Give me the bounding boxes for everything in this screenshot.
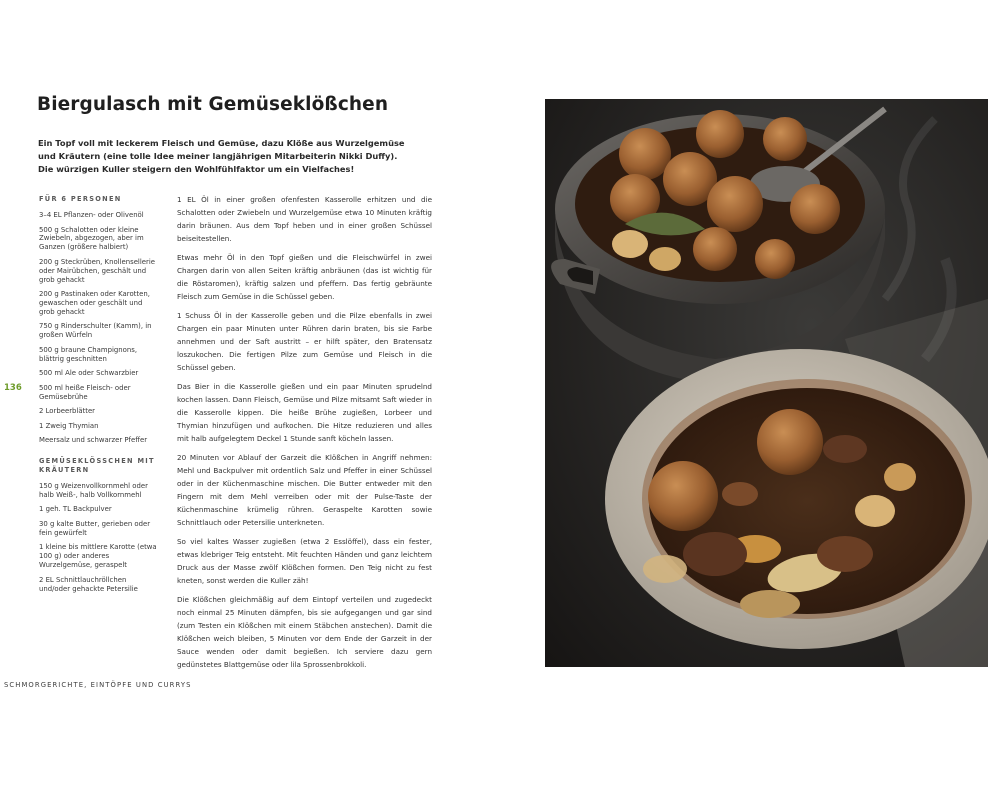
method-step: 20 Minuten vor Ablauf der Garzeit die Klößchen in Angriff nehmen: Mehl und Backpulver mit ordentlich Salz und Pfeffer in einer Schüssel oder in der Küchenmaschine mischen. Die Butter entweder mit den Fingern mit dem Mehl verreiben oder mit der Pulse-Taste der Küchenmaschine krümelig rühren. Geraspelte Karotten sowie Schnittlauch oder Petersilie unterkneten. <box>177 452 432 528</box>
dumpling-ingredient-item: 1 kleine bis mittlere Karotte (etwa 100 g) oder anderes Wurzelgemüse, geraspelt <box>39 543 157 570</box>
ingredient-item: 750 g Rinderschulter (Kamm), in großen Würfeln <box>39 322 152 340</box>
ingredient-item: 200 g Steckrüben, Knollensellerie oder Mairübchen, geschält und grob gehackt <box>39 257 155 284</box>
ingredients-list <box>39 195 159 599</box>
recipe-intro <box>38 137 405 176</box>
recipe-title: Biergulasch mit Gemüseklößchen <box>37 94 389 115</box>
method-step: 1 EL Öl in einer großen ofenfesten Kasserolle erhitzen und die Schalotten oder Zwiebeln und Wurzelgemüse etwa 10 Minuten kräftig darin bräunen. Aus dem Topf heben und in einer großen Schüssel beiseitestellen. <box>177 195 432 244</box>
method-text <box>177 193 432 677</box>
dumpling-ingredient-item: 150 g Weizenvollkornmehl oder halb Weiß-, halb Vollkornmehl <box>39 482 148 499</box>
ingredient-item: 2 Lorbeerblätter <box>39 407 96 416</box>
ingredient-item: 1 Zweig Thymian <box>39 421 99 430</box>
method-step: 1 Schuss Öl in der Kasserolle geben und die Pilze ebenfalls in zwei Chargen ein paar Minuten unter Rühren darin braten, bis sie Farbe annehmen und der Saft austritt – er hilft später, den Bratensatz loszukochen. Die fertigen Pilze zum Gemüse und Fleisch in die Schüssel geben. <box>177 310 432 373</box>
chapter-footer: SCHMORGERICHTE, EINTÖPFE UND CURRYS <box>4 681 192 689</box>
intro-line: Die würzigen Kuller steigern den Wohlfühlfaktor um ein Vielfaches! <box>38 164 355 174</box>
dumpling-ingredient-item: 2 EL Schnittlauchröllchen und/oder gehackte Petersilie <box>39 575 138 593</box>
ingredient-item: 200 g Pastinaken oder Karotten, gewaschen oder geschält und grob gehackt <box>39 290 150 316</box>
intro-line: und Kräutern (eine tolle Idee meiner langjährigen Mitarbeiterin Nikki Duffy). <box>38 151 398 161</box>
ingredient-item: 500 ml heiße Fleisch- oder Gemüsebrühe <box>39 383 131 401</box>
dish-photo <box>545 99 988 667</box>
method-step: So viel kaltes Wasser zugießen (etwa 2 Esslöffel), dass ein fester, etwas klebriger Teig entsteht. Mit feuchten Händen und ganz leichtem Druck aus der Masse zwölf Klößchen formen. Den Teig nicht zu fest kneten, sonst werden die Kuller zäh! <box>177 536 432 586</box>
stew-illustration <box>545 99 988 667</box>
method-step: Die Klößchen gleichmäßig auf dem Eintopf verteilen und zugedeckt noch einmal 25 Minuten dämpfen, bis sie aufgegangen und gar sind (zum Testen ein Klößchen mit einem Stäbchen anstechen). Damit die Klößchen weich bleiben, 5 Minuten vor dem Ende der Garzeit in der Sauce wenden oder damit begießen. Ich serviere dazu gern gedünstetes Blattgemüse oder lila Sprossenbrokkoli. <box>177 594 432 670</box>
ingredient-item: 500 g braune Champignons, blättrig geschnitten <box>39 345 138 363</box>
ingredient-item: 3–4 EL Pflanzen- oder Olivenöl <box>39 211 144 219</box>
dumplings-heading: GEMÜSEKLÖSSCHEN MIT KRÄUTERN <box>39 457 155 475</box>
method-step: Etwas mehr Öl in den Topf gießen und die Fleischwürfel in zwei Chargen darin von allen Seiten kräftig anbräunen (das ist wichtig für die Röstaromen), kräftig salzen und pfeffern. Das fertig gebräunte Fleisch zum Gemüse in die Schüssel geben. <box>177 252 432 302</box>
method-step: Das Bier in die Kasserolle gießen und ein paar Minuten sprudelnd kochen lassen. Dann Fleisch, Gemüse und Pilze mitsamt Saft wieder in die Kasserolle kippen. Die heiße Brühe zugießen, Lorbeer und Thymian hinzufügen und aufkochen. Die Hitze reduzieren und alles mit halb aufgelegtem Deckel 1 Stunde sanft köcheln lassen. <box>177 381 432 444</box>
dumpling-ingredient-item: 30 g kalte Butter, gerieben oder fein gewürfelt <box>39 519 151 537</box>
dumpling-ingredient-item: 1 geh. TL Backpulver <box>39 505 112 514</box>
ingredient-item: Meersalz und schwarzer Pfeffer <box>39 436 148 445</box>
intro-line: Ein Topf voll mit leckerem Fleisch und Gemüse, dazu Klöße aus Wurzelgemüse <box>38 138 405 148</box>
servings-heading: FÜR 6 PERSONEN <box>39 195 122 203</box>
ingredient-item: 500 g Schalotten oder kleine Zwiebeln, abgezogen, aber im Ganzen (größere halbiert) <box>39 225 144 252</box>
ingredient-item: 500 ml Ale oder Schwarzbier <box>39 369 139 378</box>
page-number: 136 <box>4 383 22 393</box>
